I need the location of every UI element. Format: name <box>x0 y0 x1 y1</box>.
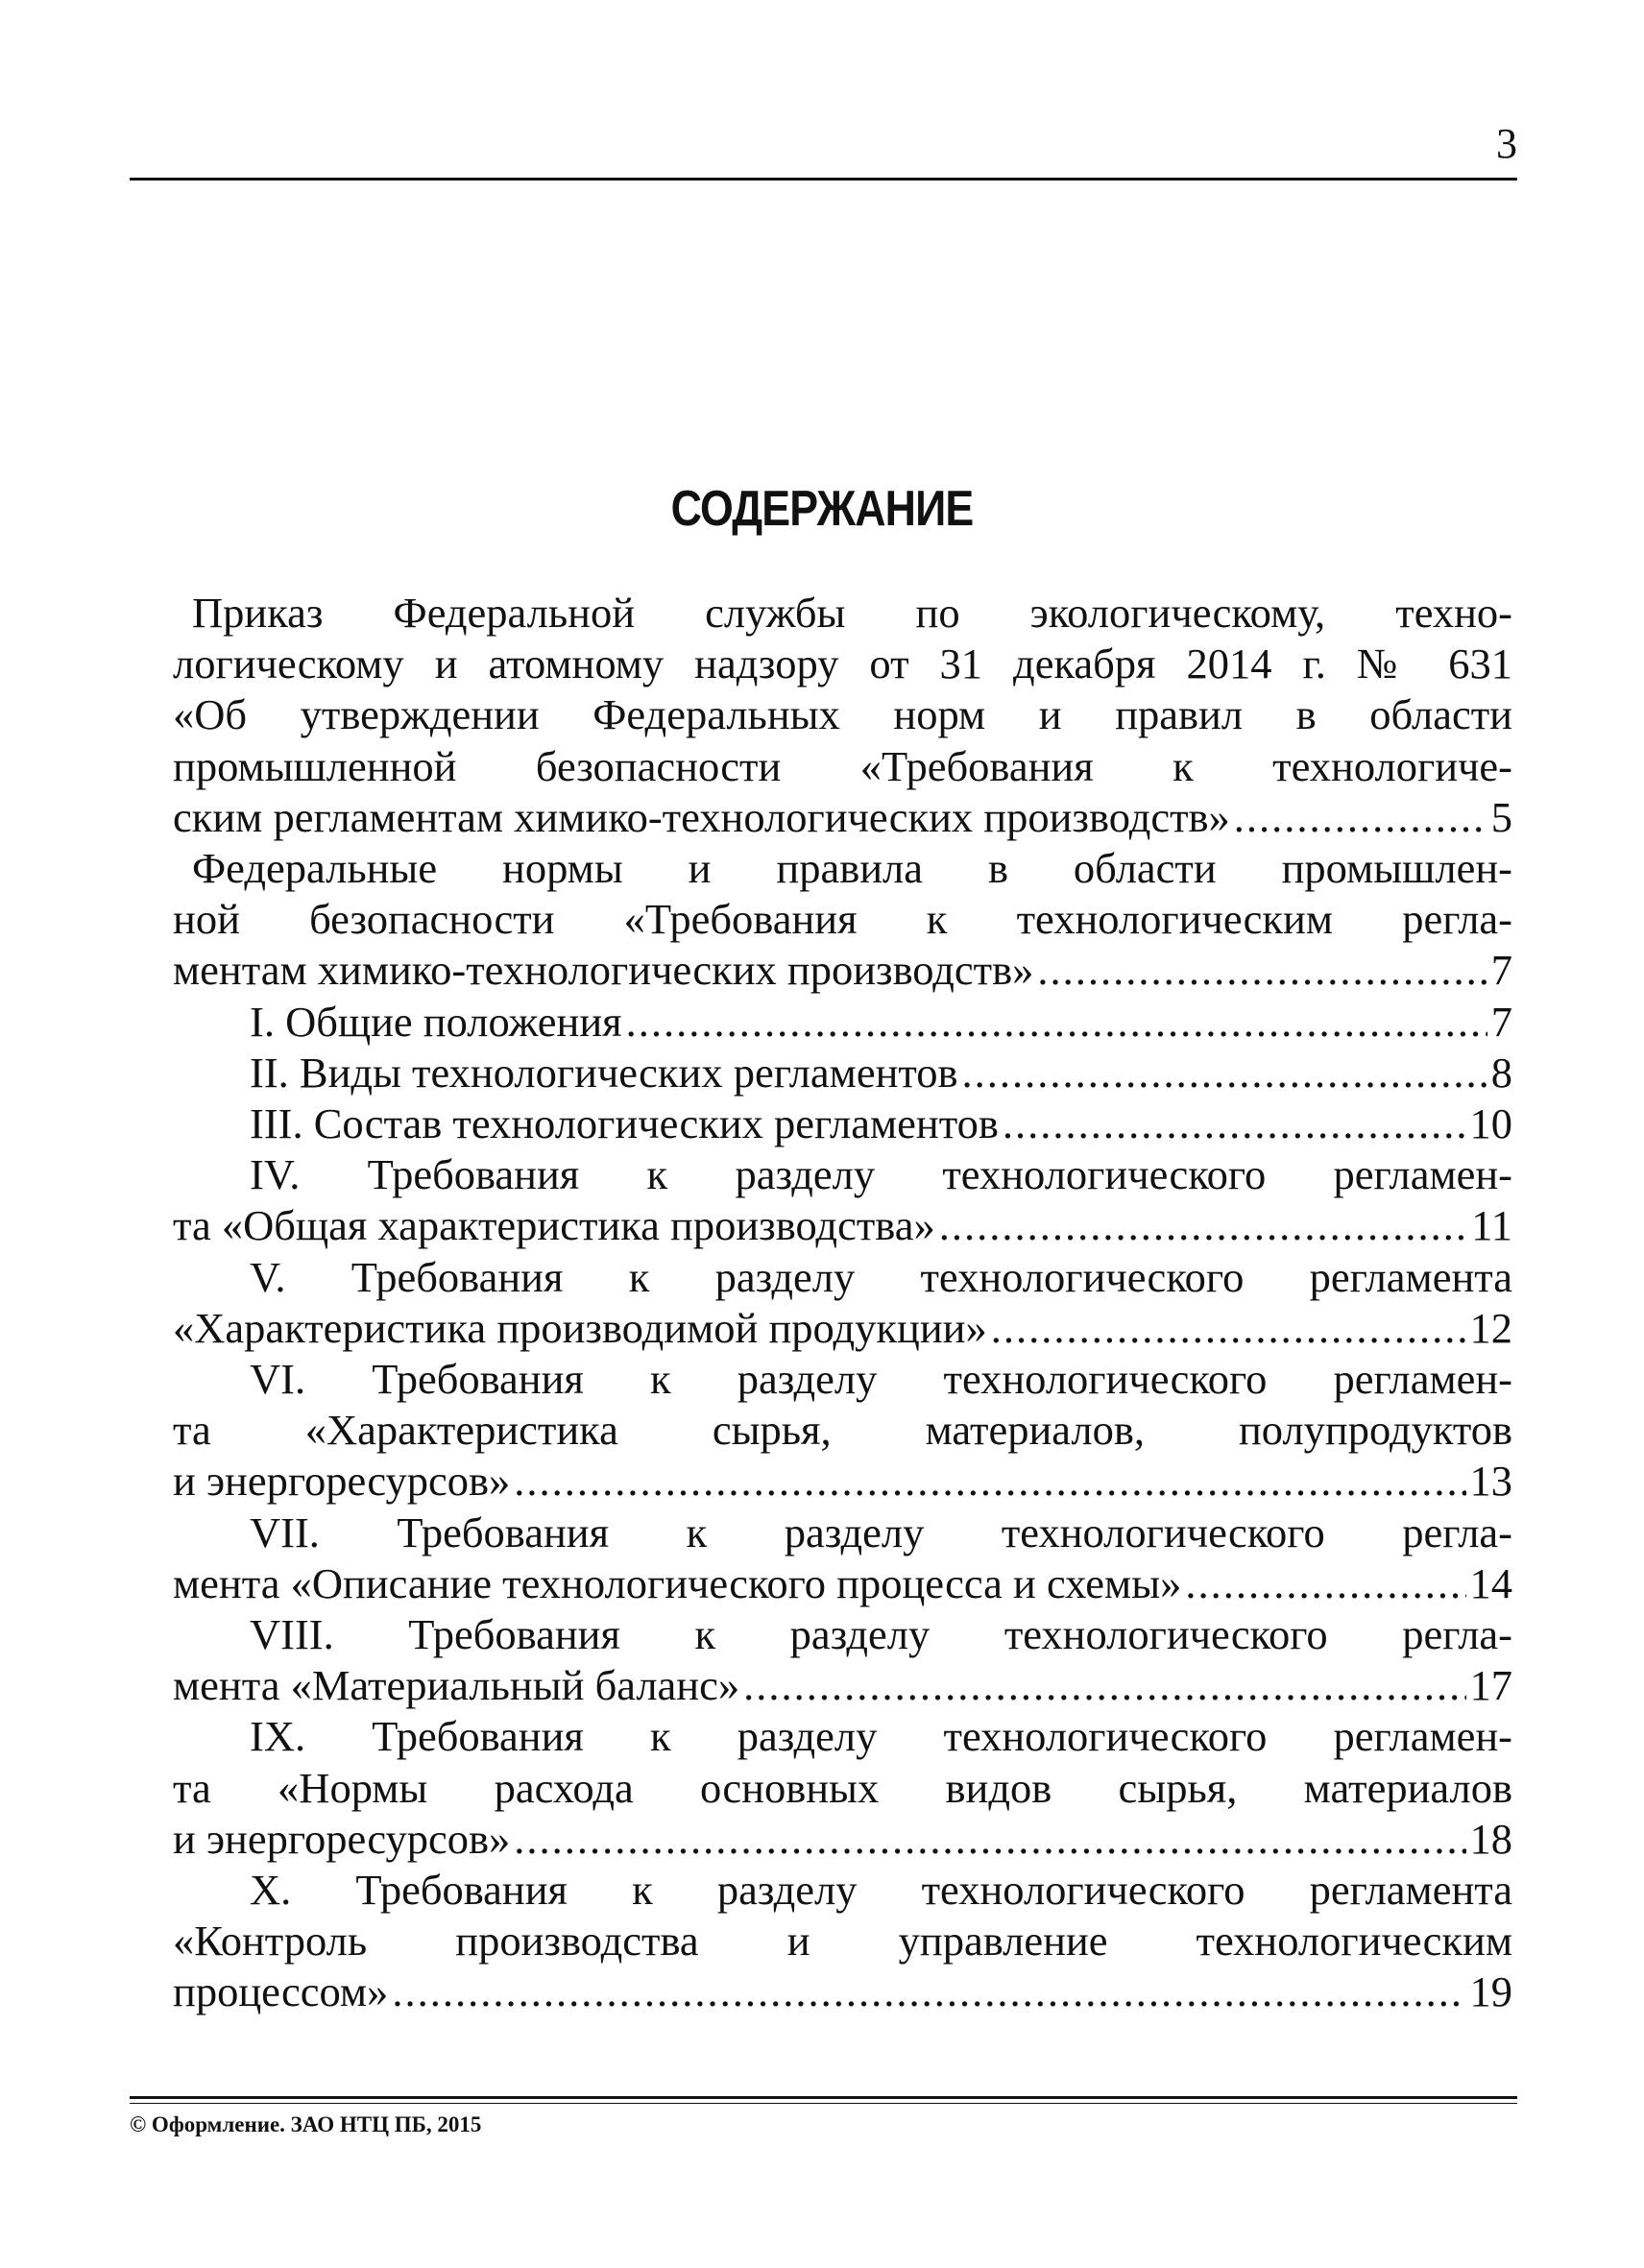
toc-entry[interactable] <box>173 1508 1512 1609</box>
toc-entry-line: та «Характеристика сырья, материалов, полупродуктов <box>173 1406 1512 1455</box>
toc-entry-line: промышленной безопасности «Требования к технологиче- <box>173 741 1512 790</box>
toc-page-number: 10 <box>1469 1099 1512 1148</box>
toc-page-number: 7 <box>1490 946 1512 995</box>
toc-entry-text: и энергоресурсов» <box>173 1457 511 1506</box>
footer-rule <box>130 2096 1517 2099</box>
toc-entry-text: мента «Материальный баланс» <box>173 1661 740 1710</box>
dot-leader <box>1234 792 1487 843</box>
toc-entry[interactable] <box>173 1609 1512 1711</box>
dot-leader <box>514 1456 1465 1507</box>
toc-entry-line: IV. Требования к разделу технологического регламен- <box>250 1150 1512 1199</box>
toc-entry-line: VI. Требования к разделу технологического регламен- <box>250 1355 1512 1404</box>
footer-copyright: © Оформление. ЗАО НТЦ ПБ, 2015 <box>130 2112 482 2136</box>
toc-entry-line: «Об утверждении Федеральных норм и правил в области <box>173 690 1512 739</box>
toc-entry[interactable] <box>173 1098 1512 1149</box>
header-rule <box>130 178 1517 181</box>
toc-entry[interactable] <box>173 1711 1512 1865</box>
toc-entry-text: та «Общая характеристика производства» <box>173 1201 935 1250</box>
dot-leader <box>514 1814 1465 1865</box>
page-title: СОДЕРЖАНИЕ <box>670 481 974 537</box>
toc-entry-text: ментам химико-технологических производств» <box>173 946 1034 995</box>
toc-entry-text: и энергоресурсов» <box>173 1814 511 1863</box>
dot-leader <box>1185 1558 1465 1609</box>
dot-leader <box>1003 1098 1466 1149</box>
toc-entry-line: «Контроль производства и управление технологическим <box>173 1917 1512 1966</box>
toc-entry-line: ной безопасности «Требования к технологическим регла- <box>173 895 1512 944</box>
toc-page-number: 19 <box>1469 1967 1512 2016</box>
table-of-contents <box>173 588 1512 2018</box>
toc-entry[interactable] <box>173 588 1512 843</box>
toc-entry-line: X. Требования к разделу технологического регламента <box>250 1866 1512 1915</box>
toc-entry[interactable] <box>173 1252 1512 1354</box>
toc-entry[interactable] <box>173 1865 1512 2018</box>
toc-page-number: 7 <box>1490 997 1512 1046</box>
toc-page-number: 17 <box>1469 1661 1512 1710</box>
toc-entry[interactable] <box>173 843 1512 997</box>
toc-entry-text: процессом» <box>173 1967 389 2016</box>
toc-entry-text: III. Состав технологических регламентов <box>250 1099 999 1148</box>
toc-entry-line: логическому и атомному надзору от 31 декабря 2014 г. № 631 <box>173 639 1512 688</box>
toc-page-number: 11 <box>1471 1201 1512 1250</box>
toc-entry[interactable] <box>173 1354 1512 1508</box>
dot-leader <box>392 1966 1465 2017</box>
toc-page-number: 13 <box>1469 1457 1512 1506</box>
toc-entry-text: «Характеристика производимой продукции» <box>173 1303 987 1352</box>
toc-entry-line: V. Требования к разделу технологического регламента <box>250 1252 1512 1301</box>
toc-page-number: 14 <box>1469 1558 1512 1607</box>
dot-leader <box>991 1303 1466 1354</box>
toc-entry-line: Федеральные нормы и правила в области промышлен- <box>192 844 1512 893</box>
dot-leader <box>939 1200 1467 1251</box>
toc-page-number: 8 <box>1490 1048 1512 1097</box>
toc-entry-text: мента «Описание технологического процесса и схемы» <box>173 1558 1182 1607</box>
dot-leader <box>743 1660 1465 1711</box>
toc-entry-line: VIII. Требования к разделу технологического регла- <box>250 1610 1512 1659</box>
toc-page-number: 5 <box>1490 792 1512 841</box>
dot-leader <box>626 997 1487 1048</box>
toc-entry-text: ским регламентам химико-технологических производств» <box>173 792 1230 841</box>
toc-entry-text: I. Общие положения <box>250 997 622 1046</box>
toc-page-number: 18 <box>1469 1814 1512 1863</box>
toc-entry-text: II. Виды технологических регламентов <box>250 1048 958 1097</box>
page-number: 3 <box>1496 120 1517 167</box>
toc-entry[interactable] <box>173 1048 1512 1098</box>
footer-rule-thin <box>130 2103 1517 2104</box>
toc-entry-line: IX. Требования к разделу технологического регламен- <box>250 1712 1512 1761</box>
toc-entry[interactable] <box>173 997 1512 1048</box>
toc-entry-line: та «Нормы расхода основных видов сырья, материалов <box>173 1763 1512 1812</box>
dot-leader <box>962 1048 1487 1098</box>
dot-leader <box>1037 945 1487 996</box>
toc-entry-line: Приказ Федеральной службы по экологическому, техно- <box>192 589 1512 637</box>
toc-entry-line: VII. Требования к разделу технологического регла- <box>250 1508 1512 1556</box>
toc-entry[interactable] <box>173 1149 1512 1251</box>
toc-page-number: 12 <box>1469 1303 1512 1352</box>
